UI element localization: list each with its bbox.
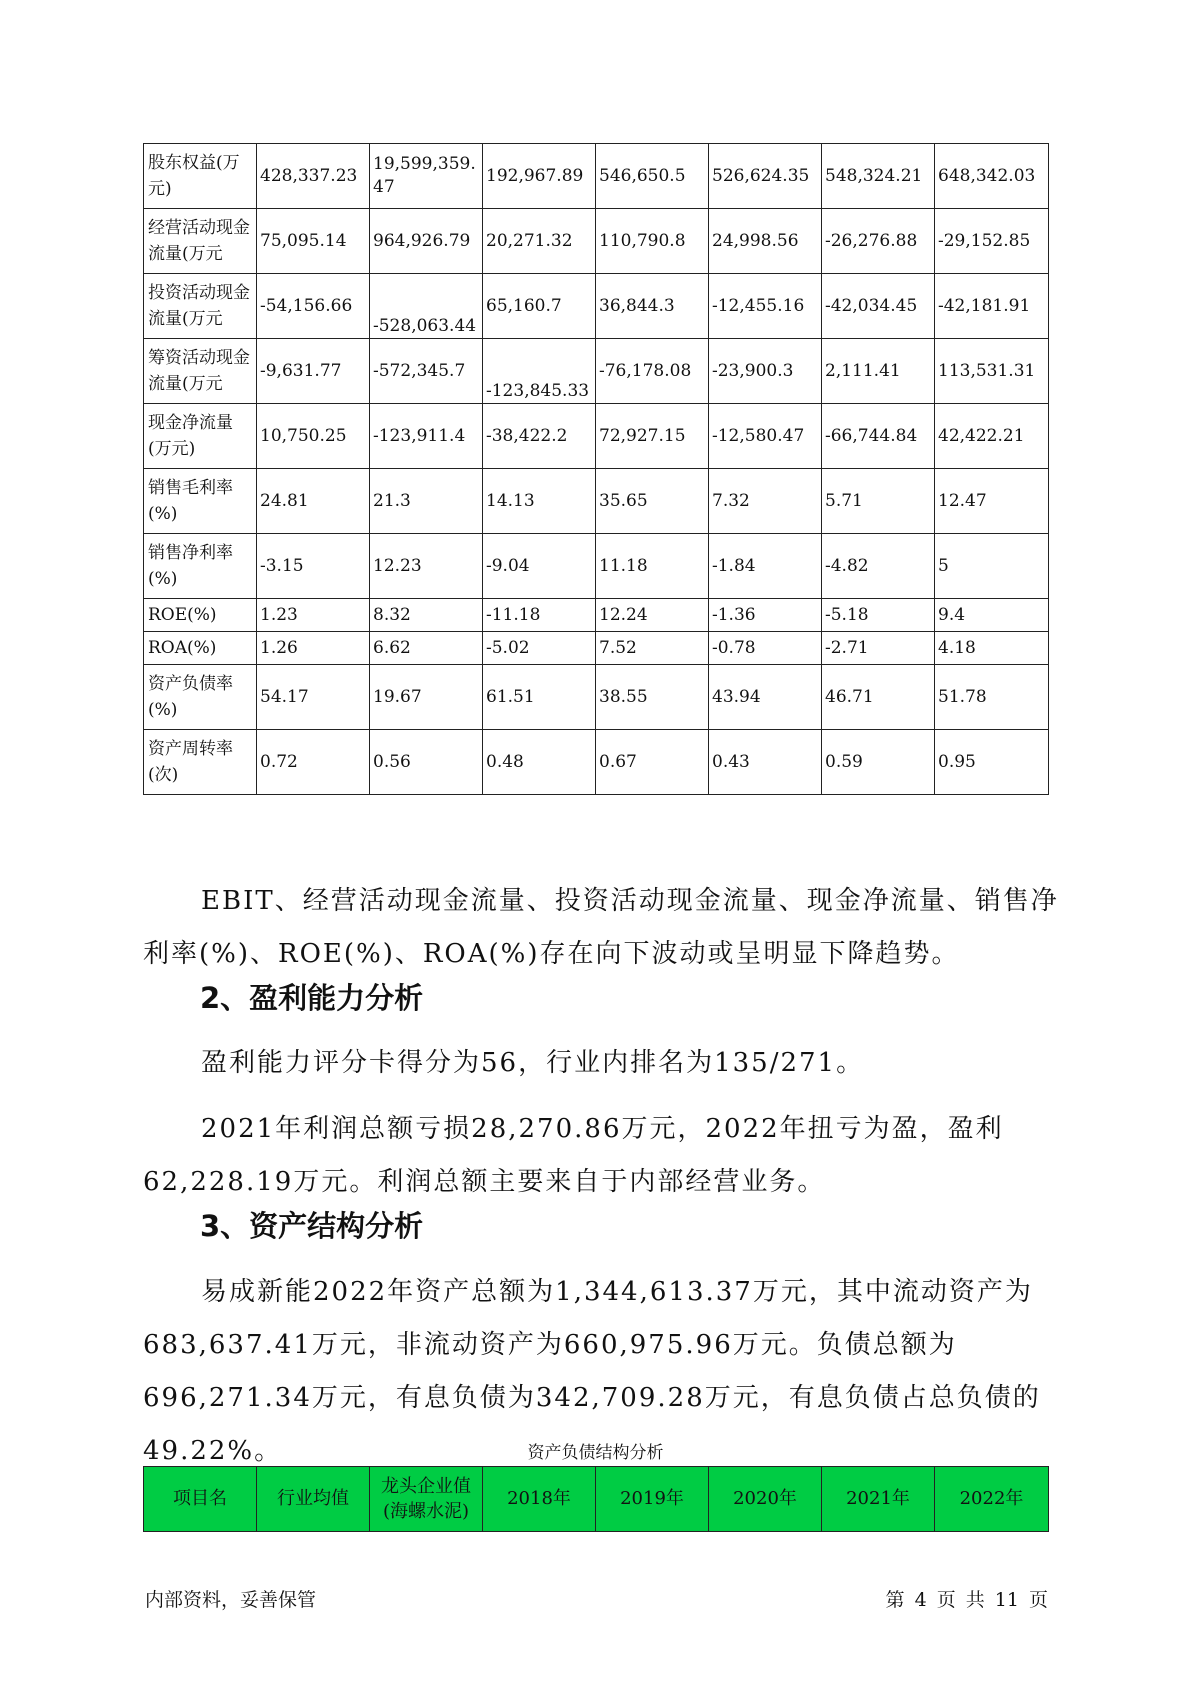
- trend-paragraph: [143, 875, 1063, 981]
- table-cell: -42,181.91: [935, 274, 1049, 339]
- row-label: 销售净利率(%): [144, 534, 257, 599]
- footer-confidential-note: 内部资料，妥善保管: [145, 1589, 317, 1611]
- table-row: [144, 404, 1049, 469]
- row-label: ROE(%): [144, 599, 257, 632]
- table-cell: 11.18: [596, 534, 709, 599]
- table-cell: 192,967.89: [483, 144, 596, 209]
- table-cell: 42,422.21: [935, 404, 1049, 469]
- table-cell: 10,750.25: [257, 404, 370, 469]
- column-header: 2022年: [935, 1467, 1049, 1532]
- row-label: 销售毛利率(%): [144, 469, 257, 534]
- table-cell: 72,927.15: [596, 404, 709, 469]
- table-cell: 24.81: [257, 469, 370, 534]
- table-row: [144, 274, 1049, 339]
- footer-page-number: 第 4 页 共 11 页: [885, 1589, 1048, 1611]
- table-cell: -76,178.08: [596, 339, 709, 404]
- table-cell: -12,455.16: [709, 274, 822, 339]
- table-cell: 546,650.5: [596, 144, 709, 209]
- table-cell: 75,095.14: [257, 209, 370, 274]
- table-cell: 61.51: [483, 665, 596, 730]
- column-header: 龙头企业值(海螺水泥): [370, 1467, 483, 1532]
- table-cell: -1.36: [709, 599, 822, 632]
- column-header: 2020年: [709, 1467, 822, 1532]
- table-cell: -42,034.45: [822, 274, 935, 339]
- table-cell: 0.48: [483, 730, 596, 795]
- table-cell: 0.67: [596, 730, 709, 795]
- table-cell: 0.72: [257, 730, 370, 795]
- table-cell: -5.18: [822, 599, 935, 632]
- table-cell: 8.32: [370, 599, 483, 632]
- table-cell: -11.18: [483, 599, 596, 632]
- table-cell: 526,624.35: [709, 144, 822, 209]
- table-cell: -3.15: [257, 534, 370, 599]
- table-cell: -0.78: [709, 632, 822, 665]
- table-cell: 12.47: [935, 469, 1049, 534]
- paragraph-text: EBIT、经营活动现金流量、投资活动现金流量、现金净流量、销售净利率(%)、ROE(%)、ROA(%)存在向下波动或呈明显下降趋势。: [143, 886, 1059, 969]
- profit-total-paragraph: [143, 1103, 1063, 1209]
- table-cell: 20,271.32: [483, 209, 596, 274]
- table-cell: -123,911.4: [370, 404, 483, 469]
- table-row: [144, 144, 1049, 209]
- table-cell: 113,531.31: [935, 339, 1049, 404]
- table-row: [144, 209, 1049, 274]
- row-label: 资产周转率(次): [144, 730, 257, 795]
- table-cell: 7.32: [709, 469, 822, 534]
- table-caption: 资产负债结构分析: [527, 1443, 664, 1463]
- section-heading-profitability: 2、盈利能力分析: [200, 981, 424, 1015]
- table-row: [144, 632, 1049, 665]
- column-header: 行业均值: [257, 1467, 370, 1532]
- table-cell: 12.23: [370, 534, 483, 599]
- table-cell: 43.94: [709, 665, 822, 730]
- table-cell: -1.84: [709, 534, 822, 599]
- table-cell: 12.24: [596, 599, 709, 632]
- table-cell: -2.71: [822, 632, 935, 665]
- table-cell: 54.17: [257, 665, 370, 730]
- table-cell: 5: [935, 534, 1049, 599]
- table-cell: 4.18: [935, 632, 1049, 665]
- profitability-score-paragraph: [143, 1037, 1063, 1090]
- table-cell: -528,063.44: [370, 274, 483, 339]
- table-cell: -12,580.47: [709, 404, 822, 469]
- table-cell: -54,156.66: [257, 274, 370, 339]
- table-cell: -9,631.77: [257, 339, 370, 404]
- column-header: 2021年: [822, 1467, 935, 1532]
- table-cell: 35.65: [596, 469, 709, 534]
- table-header-row: [144, 1467, 1049, 1532]
- table-cell: 7.52: [596, 632, 709, 665]
- column-header: 项目名: [144, 1467, 257, 1532]
- table-cell: -38,422.2: [483, 404, 596, 469]
- table-cell: 548,324.21: [822, 144, 935, 209]
- table-cell: -23,900.3: [709, 339, 822, 404]
- table-cell: 65,160.7: [483, 274, 596, 339]
- table-cell: 9.4: [935, 599, 1049, 632]
- paragraph-text: 2021年利润总额亏损28,270.86万元，2022年扭亏为盈，盈利62,228.19万元。利润总额主要来自于内部经营业务。: [143, 1114, 1004, 1197]
- table-cell: 38.55: [596, 665, 709, 730]
- paragraph-text: 易成新能2022年资产总额为1,344,613.37万元，其中流动资产为683,637.41万元，非流动资产为660,975.96万元。负债总额为696,271.34万元，有息负债为342,709.28万元，有息负债占总负债的49.22%。: [143, 1277, 1041, 1466]
- table-cell: 24,998.56: [709, 209, 822, 274]
- row-label: 经营活动现金流量(万元: [144, 209, 257, 274]
- table-cell: 2,111.41: [822, 339, 935, 404]
- table-row: [144, 534, 1049, 599]
- paragraph-text: 盈利能力评分卡得分为56，行业内排名为135/271。: [201, 1048, 865, 1078]
- table-cell: -29,152.85: [935, 209, 1049, 274]
- table-row: [144, 469, 1049, 534]
- row-label: 投资活动现金流量(万元: [144, 274, 257, 339]
- table-cell: -123,845.33: [483, 339, 596, 404]
- table-row: [144, 599, 1049, 632]
- table-cell: 46.71: [822, 665, 935, 730]
- table-cell: 5.71: [822, 469, 935, 534]
- section-heading-asset-structure: 3、资产结构分析: [200, 1209, 424, 1243]
- row-label: 现金净流量(万元): [144, 404, 257, 469]
- row-label: 筹资活动现金流量(万元: [144, 339, 257, 404]
- table-cell: 964,926.79: [370, 209, 483, 274]
- table-cell: 428,337.23: [257, 144, 370, 209]
- table-cell: 19.67: [370, 665, 483, 730]
- table-cell: -26,276.88: [822, 209, 935, 274]
- table-cell: 0.43: [709, 730, 822, 795]
- table-cell: 110,790.8: [596, 209, 709, 274]
- balance-structure-table-header: [143, 1466, 1049, 1532]
- table-cell: -572,345.7: [370, 339, 483, 404]
- table-cell: 1.23: [257, 599, 370, 632]
- table-cell: -66,744.84: [822, 404, 935, 469]
- row-label: 股东权益(万元): [144, 144, 257, 209]
- table-row: [144, 730, 1049, 795]
- table-cell: 0.59: [822, 730, 935, 795]
- column-header: 2018年: [483, 1467, 596, 1532]
- table-row: [144, 339, 1049, 404]
- row-label: 资产负债率(%): [144, 665, 257, 730]
- table-cell: -5.02: [483, 632, 596, 665]
- table-cell: 36,844.3: [596, 274, 709, 339]
- table-cell: 14.13: [483, 469, 596, 534]
- table-cell: 21.3: [370, 469, 483, 534]
- table-cell: 1.26: [257, 632, 370, 665]
- row-label: ROA(%): [144, 632, 257, 665]
- financial-indicators-table: [143, 143, 1049, 795]
- table-cell: 0.56: [370, 730, 483, 795]
- table-cell: 648,342.03: [935, 144, 1049, 209]
- table-cell: 19,599,359.47: [370, 144, 483, 209]
- table-cell: 6.62: [370, 632, 483, 665]
- table-row: [144, 665, 1049, 730]
- table-cell: -9.04: [483, 534, 596, 599]
- table-cell: 51.78: [935, 665, 1049, 730]
- table-cell: 0.95: [935, 730, 1049, 795]
- table-cell: -4.82: [822, 534, 935, 599]
- column-header: 2019年: [596, 1467, 709, 1532]
